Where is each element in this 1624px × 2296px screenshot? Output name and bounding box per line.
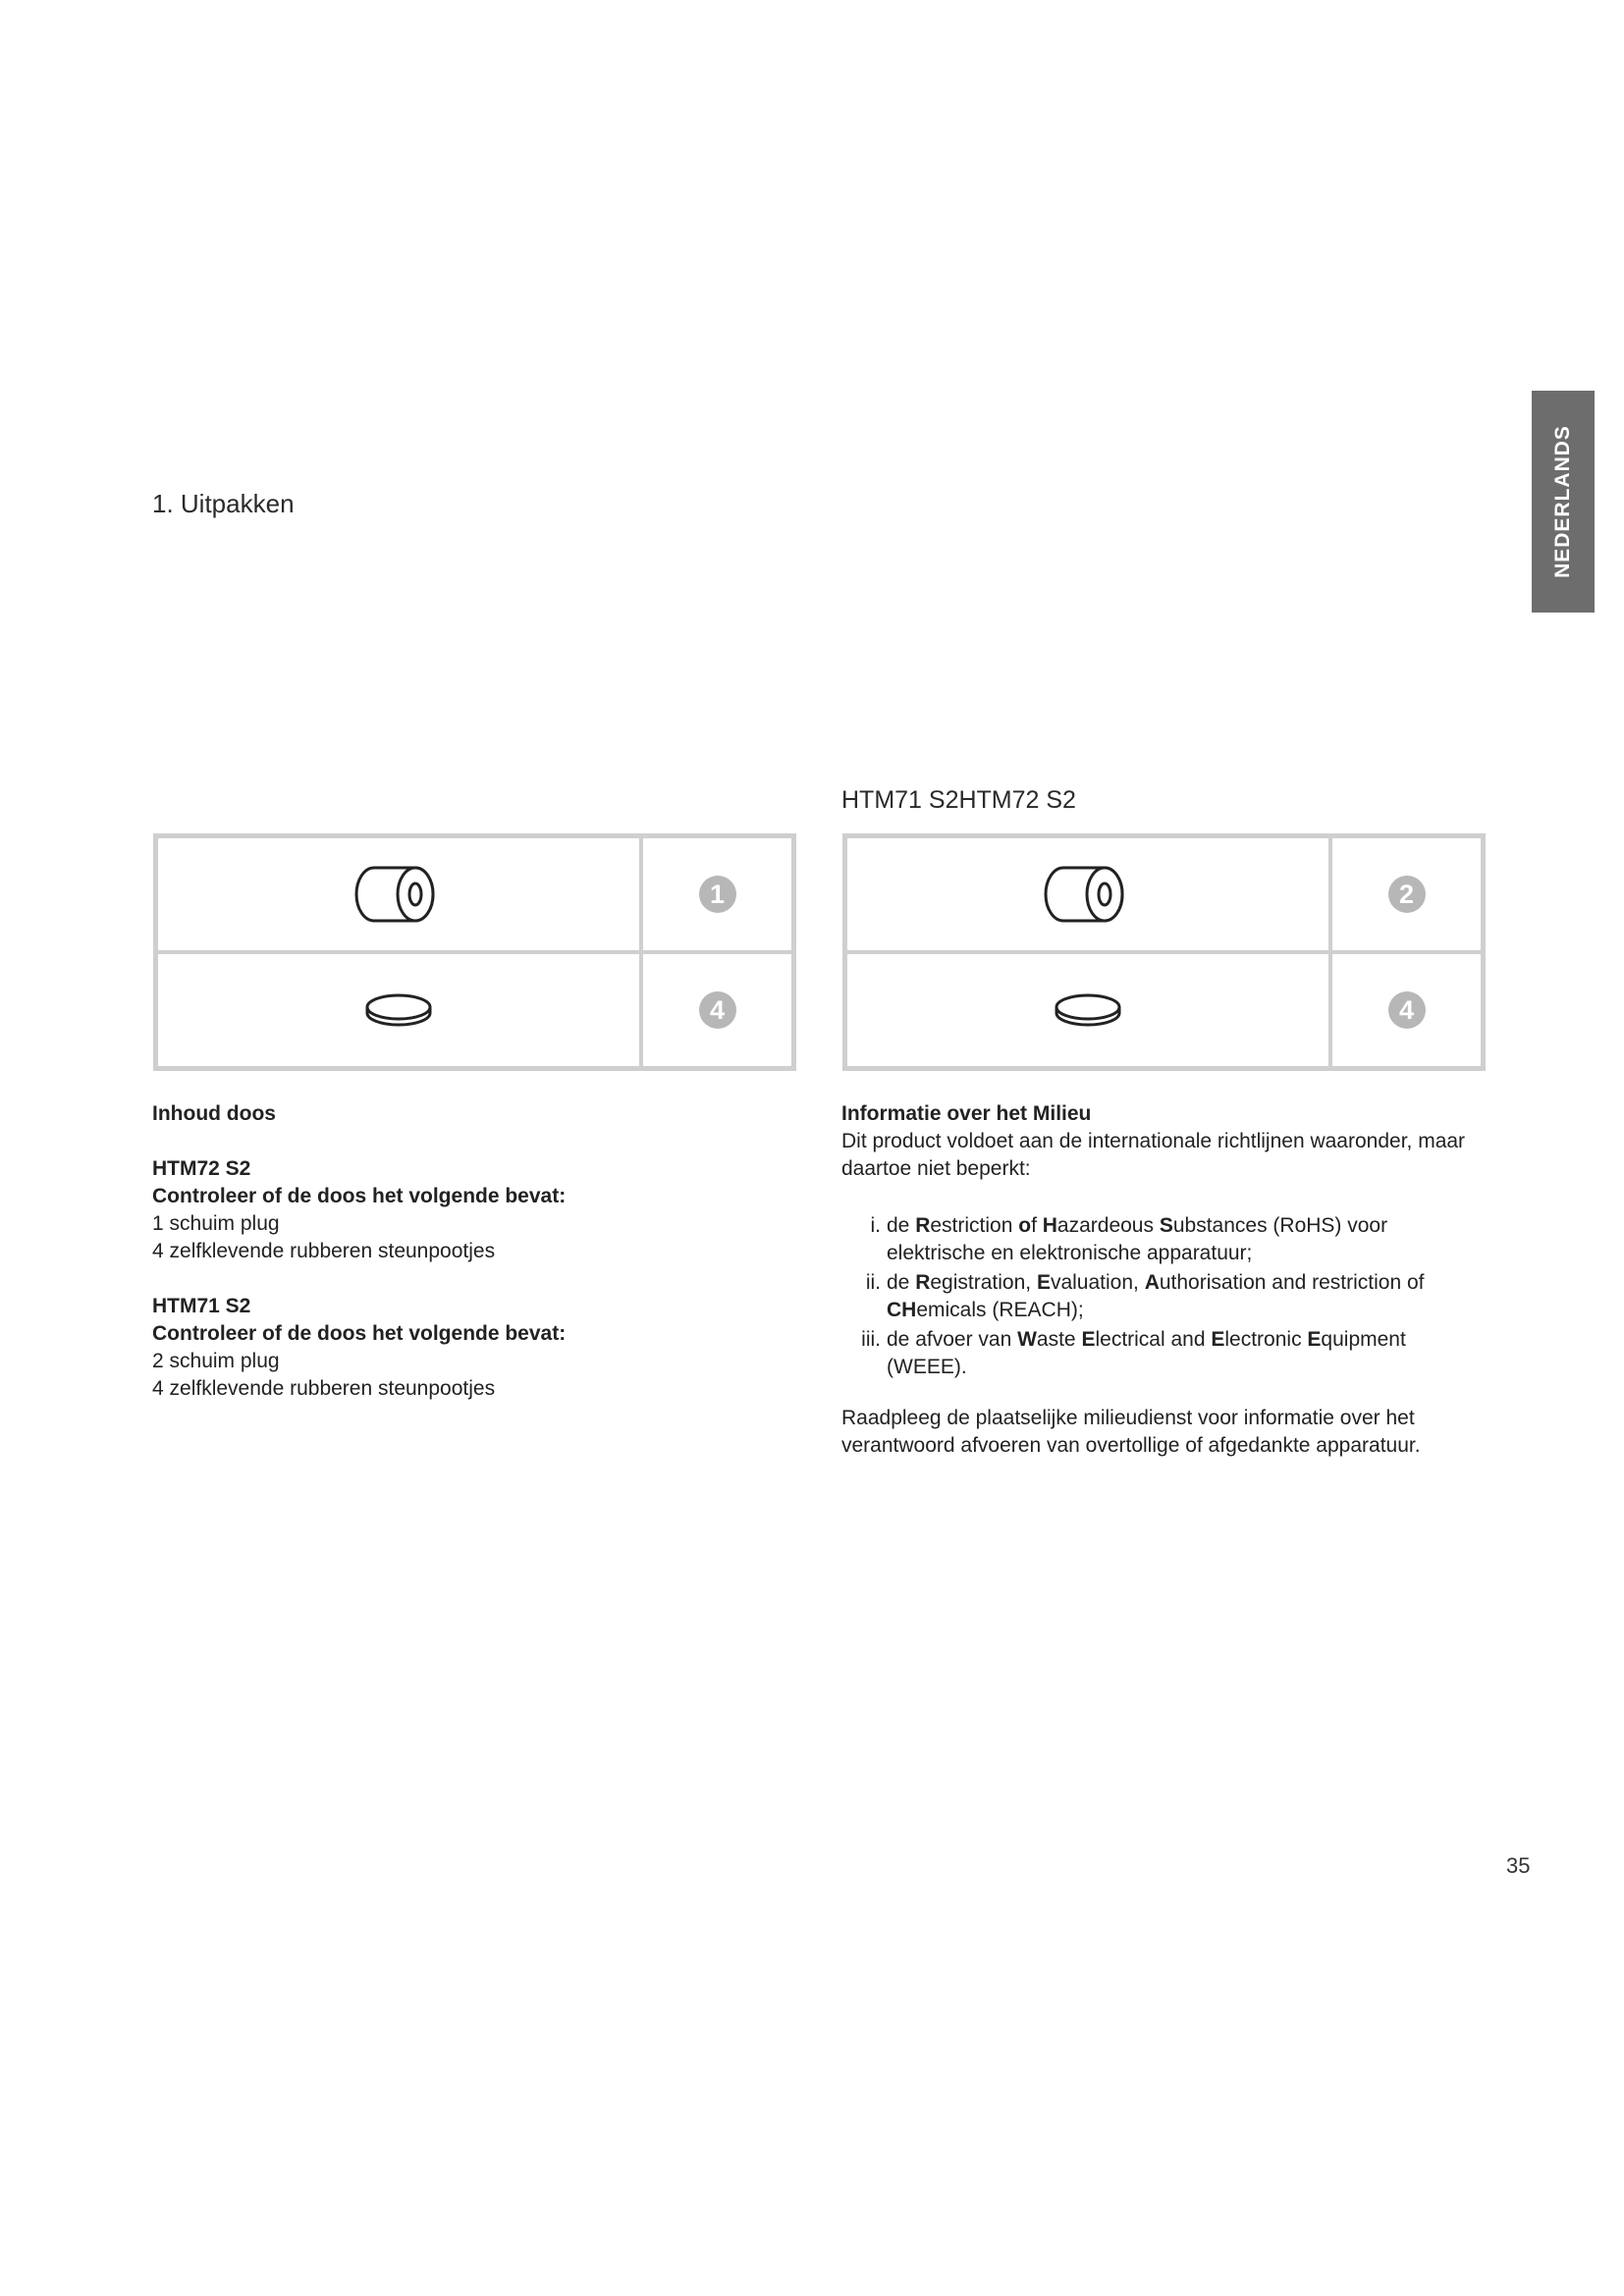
directive-text-run: E [1081, 1328, 1096, 1351]
directive-text-run: emicals (REACH); [916, 1299, 1084, 1321]
directive-text-run: A [1144, 1271, 1160, 1294]
check-instruction: Controleer of de doos het volgende bevat: [152, 1185, 567, 1207]
directive-text-run: o [1018, 1214, 1032, 1237]
quantity-badge: 2 [1388, 876, 1426, 913]
parts-cell-foam-plug [156, 836, 641, 952]
directive-text-run: ubstances (RoHS) voor elektrische en elektronische apparatuur; [887, 1214, 1388, 1264]
list-item: 2 schuim plug [152, 1350, 280, 1372]
directive-text-run: azardeous [1056, 1214, 1160, 1237]
parts-cell-rubber-foot [845, 952, 1330, 1068]
directive-text [887, 1326, 1489, 1381]
environment-outro: Raadpleeg de plaatselijke milieudienst voor informatie over het verantwoord afvoeren van overtollige of afgedankte apparatuur. [841, 1407, 1421, 1457]
contents-heading: Inhoud doos [152, 1102, 276, 1125]
model-htm72: HTM72 S2 [152, 1157, 251, 1180]
quantity-badge: 4 [1388, 991, 1426, 1029]
directive-number: iii. [861, 1328, 881, 1351]
directive-text-run: lectrical and [1095, 1328, 1212, 1351]
directive-text-run: uthorisation and restriction of [1159, 1271, 1425, 1294]
directive-number: ii. [865, 1271, 881, 1294]
directive-text-run: estriction [930, 1214, 1019, 1237]
environment-heading: Informatie over het Milieu [841, 1102, 1092, 1125]
directive-text-run: R [915, 1214, 931, 1237]
parts-box-htm71 [842, 833, 1486, 1071]
directive-text-run: CH [887, 1299, 917, 1321]
directive-text-run: R [915, 1271, 931, 1294]
parts-box-htm72 [153, 833, 796, 1071]
parts-cell-rubber-foot [156, 952, 641, 1068]
directive-text-run: W [1017, 1328, 1037, 1351]
language-tab-label: NEDERLANDS [1551, 425, 1574, 578]
directive-list [841, 1212, 1489, 1381]
quantity-badge: 4 [699, 991, 736, 1029]
environment-intro: Dit product voldoet aan de internationale richtlijnen waaronder, maar daartoe niet beperkt: [841, 1130, 1466, 1180]
parts-cell-badge-2 [1330, 836, 1483, 952]
model-htm71: HTM71 S2 [152, 1295, 251, 1317]
directive-item [841, 1269, 1489, 1324]
foam-plug-icon [1044, 860, 1132, 929]
directive-text-run: H [1042, 1214, 1057, 1237]
list-item: 1 schuim plug [152, 1212, 280, 1235]
directive-text-run: f [1031, 1214, 1043, 1237]
directive-text-run: E [1211, 1328, 1225, 1351]
check-instruction: Controleer of de doos het volgende bevat: [152, 1322, 567, 1345]
directive-item [841, 1212, 1489, 1267]
page-number: 35 [1506, 1853, 1531, 1878]
language-tab [1532, 391, 1595, 613]
quantity-badge: 1 [699, 876, 736, 913]
directive-text [887, 1269, 1489, 1324]
directive-number: i. [870, 1214, 881, 1237]
directive-text-run: E [1307, 1328, 1322, 1351]
parts-cell-badge-1 [641, 836, 793, 952]
directive-text-run: valuation, [1050, 1271, 1145, 1294]
parts-cell-badge-4 [1330, 952, 1483, 1068]
parts-cell-foam-plug [845, 836, 1330, 952]
directive-text-run: egistration, [930, 1271, 1037, 1294]
section-title: 1. Uitpakken [152, 489, 295, 518]
list-item: 4 zelfklevende rubberen steunpootjes [152, 1240, 496, 1262]
list-item: 4 zelfklevende rubberen steunpootjes [152, 1377, 496, 1400]
directive-text-run: de [887, 1214, 916, 1237]
directive-text-run: quipment (WEEE). [887, 1328, 1406, 1378]
parts-cell-badge-4 [641, 952, 793, 1068]
directive-text-run: aste [1036, 1328, 1082, 1351]
directive-item [841, 1326, 1489, 1381]
directive-text-run: de [887, 1271, 916, 1294]
directive-text-run: S [1159, 1214, 1173, 1237]
environment-info [841, 1100, 1489, 1460]
box-contents [152, 1100, 781, 1403]
foam-plug-icon [354, 860, 443, 929]
directive-text-run: E [1036, 1271, 1051, 1294]
directive-text-run: de afvoer van [887, 1328, 1018, 1351]
rubber-foot-icon [1049, 988, 1127, 1033]
rubber-foot-icon [359, 988, 438, 1033]
directive-text [887, 1212, 1489, 1267]
model-caption: HTM71 S2HTM72 S2 [841, 786, 1076, 814]
directive-text-run: lectronic [1224, 1328, 1308, 1351]
